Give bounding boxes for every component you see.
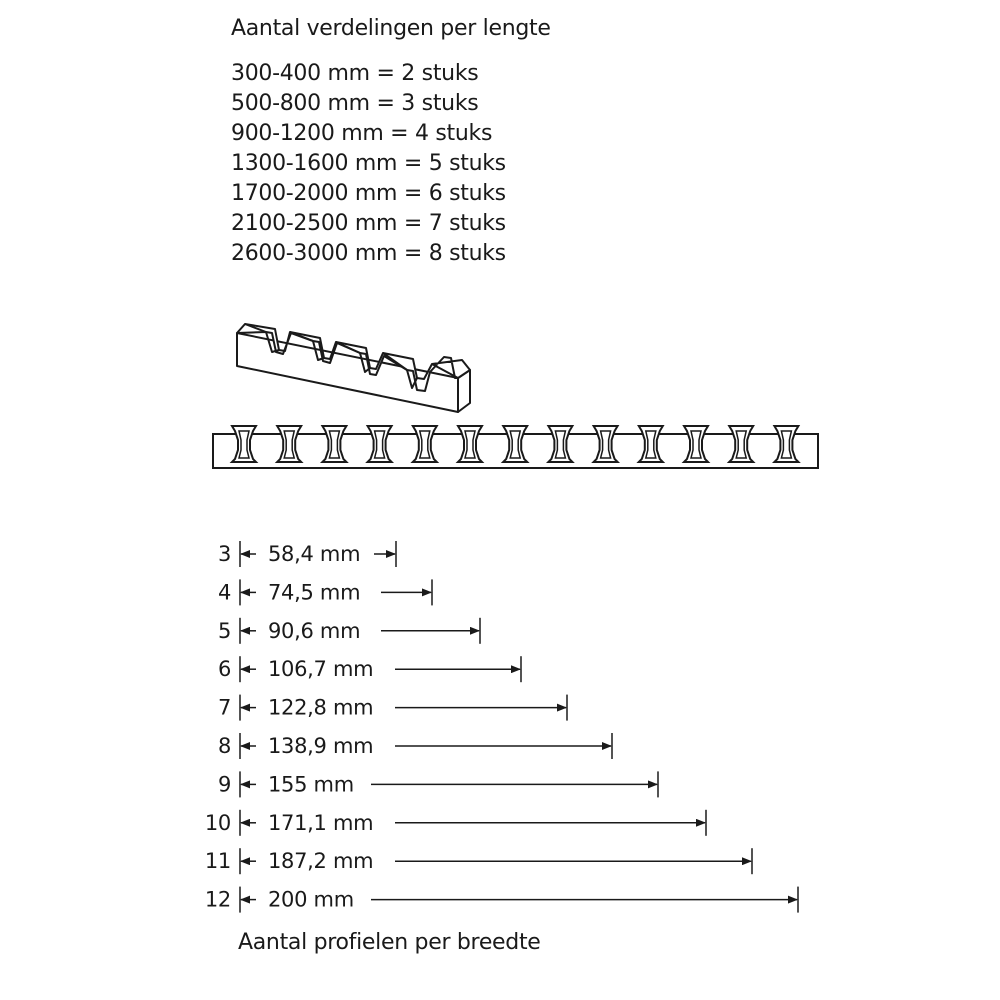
- width-count: 8: [217, 734, 231, 758]
- width-count: 11: [204, 849, 231, 874]
- divider-block-illustration: [237, 324, 470, 412]
- widths-caption: Aantal profielen per breedte: [238, 930, 541, 955]
- width-row: [205, 848, 752, 874]
- width-label: 200 mm: [268, 887, 354, 912]
- lengths-list: [231, 59, 506, 269]
- width-label: 58,4 mm: [268, 542, 361, 566]
- length-item: 1700-2000 mm = 6 stuks: [231, 181, 506, 206]
- width-label: 90,6 mm: [268, 618, 361, 643]
- lengths-title: Aantal verdelingen per lengte: [231, 16, 551, 41]
- width-count: 6: [217, 657, 231, 682]
- length-item: 300-400 mm = 2 stuks: [231, 61, 479, 86]
- width-label: 138,9 mm: [268, 734, 374, 758]
- width-label: 187,2 mm: [268, 849, 374, 874]
- width-row: [218, 695, 567, 721]
- width-label: 74,5 mm: [268, 580, 361, 605]
- profile-drawing: [0, 300, 1000, 480]
- width-label: 122,8 mm: [268, 695, 374, 720]
- width-row: [218, 771, 658, 797]
- width-count: 10: [204, 810, 231, 835]
- width-row: [218, 618, 480, 644]
- width-label: 106,7 mm: [268, 657, 374, 682]
- width-row: [218, 733, 612, 759]
- width-count: 3: [217, 542, 231, 566]
- width-row: [205, 887, 798, 913]
- width-row: [218, 541, 396, 567]
- length-item: 500-800 mm = 3 stuks: [231, 91, 479, 116]
- length-item: 1300-1600 mm = 5 stuks: [231, 151, 506, 176]
- rail-illustration: [213, 426, 818, 468]
- width-dimensions: [0, 530, 1000, 920]
- width-count: 9: [217, 772, 231, 797]
- width-count: 4: [217, 580, 231, 605]
- length-item: 2600-3000 mm = 8 stuks: [231, 241, 506, 266]
- width-count: 12: [204, 887, 231, 912]
- length-item: 900-1200 mm = 4 stuks: [231, 121, 493, 146]
- width-count: 5: [217, 618, 231, 643]
- width-row: [218, 579, 432, 605]
- width-label: 155 mm: [268, 772, 354, 797]
- width-count: 7: [217, 695, 231, 720]
- width-row: [205, 810, 706, 836]
- width-row: [218, 656, 521, 682]
- width-label: 171,1 mm: [268, 810, 374, 835]
- length-item: 2100-2500 mm = 7 stuks: [231, 211, 506, 236]
